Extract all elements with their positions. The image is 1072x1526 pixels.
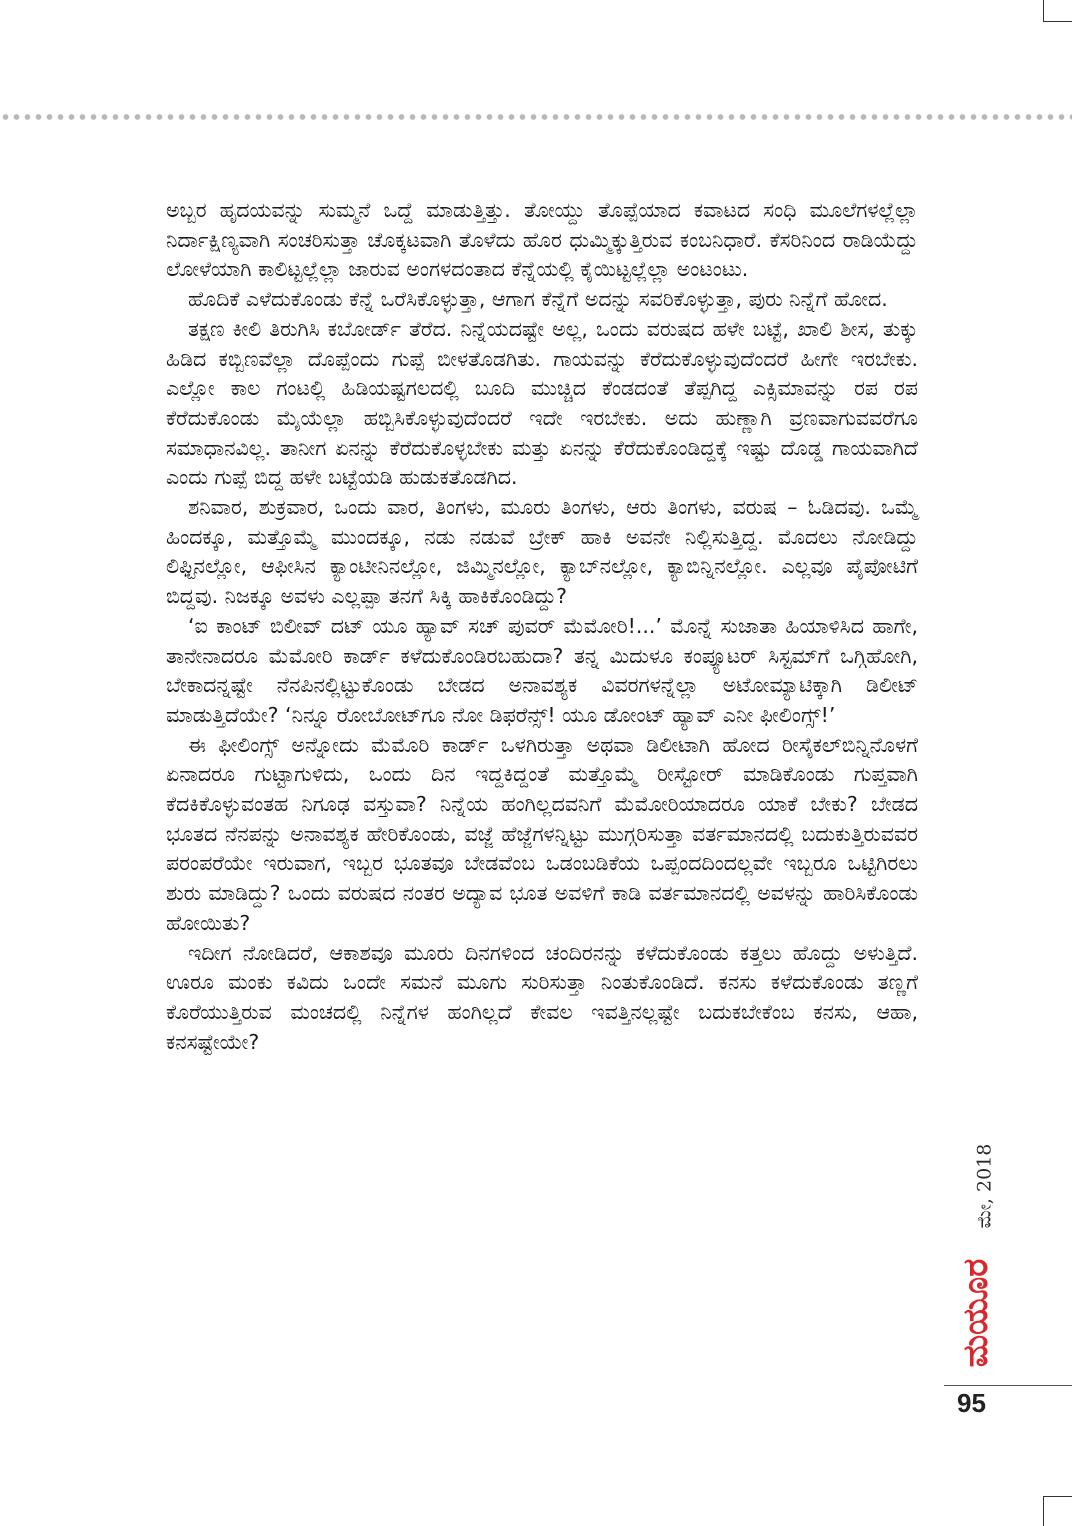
magazine-logo-text: ಮಯೂರ bbox=[956, 1258, 996, 1368]
crop-mark-top bbox=[1043, 0, 1072, 22]
issue-date bbox=[966, 1126, 1002, 1246]
paragraph: ಶನಿವಾರ, ಶುಕ್ರವಾರ, ಒಂದು ವಾರ, ತಿಂಗಳು, ಮೂರು ತಿಂಗಳು, ಆರು ತಿಂಗಳು, ವರುಷ – ಓಡಿದವು. ಒಮ್ಮೆ ಹಿಂದಕ್ಕೂ, ಮತ್ತೊಮ್ಮೆ ಮುಂದಕ್ಕೂ, ನಡು ನಡುವೆ ಬ್ರೇಕ್ ಹಾಕಿ ಅವನೇ ನಿಲ್ಲಿಸುತ್ತಿದ್ದ. ಮೊದಲು ನೋಡಿದ್ದು ಲಿಫ್ಟಿನಲ್ಲೋ, ಆಫೀಸಿನ ಕ್ಯಾಂಟೀನಿನಲ್ಲೋ, ಜಿಮ್ಮಿನಲ್ಲೋ, ಕ್ಯಾಬ್‌ನಲ್ಲೋ, ಕ್ಯಾಬಿನ್ನಿನಲ್ಲೋ. ಎಲ್ಲವೂ ಪೈಪೋಟಿಗೆ ಬಿದ್ದವು. ನಿಜಕ್ಕೂ ಅವಳು ಎಲ್ಲಪ್ಪಾ ತನಗೆ ಸಿಕ್ಕಿ ಹಾಕಿಕೊಂಡಿದ್ದು? bbox=[166, 495, 918, 609]
page-number-rule bbox=[944, 1385, 1072, 1386]
article-body bbox=[166, 196, 918, 1057]
paragraph: ಹೊದಿಕೆ ಎಳೆದುಕೊಂಡು ಕೆನ್ನೆ ಒರೆಸಿಕೊಳ್ಳುತ್ತಾ, ಆಗಾಗ ಕೆನ್ನೆಗೆ ಅದನ್ನು ಸವರಿಕೊಳ್ಳುತ್ತಾ, ಪುರು ನಿನ್ನೆಗೆ ಹೋದ. bbox=[188, 287, 888, 312]
page-number: 95 bbox=[957, 1388, 986, 1418]
paragraph: ಇದೀಗ ನೋಡಿದರೆ, ಆಕಾಶವೂ ಮೂರು ದಿನಗಳಿಂದ ಚಂದಿರನನ್ನು ಕಳೆದುಕೊಂಡು ಕತ್ತಲು ಹೊದ್ದು ಅಳುತ್ತಿದೆ. ಊರೂ ಮಂಕು ಕವಿದು ಒಂದೇ ಸಮನೆ ಮೂಗು ಸುರಿಸುತ್ತಾ ನಿಂತುಕೊಂಡಿದೆ. ಕನಸು ಕಳೆದುಕೊಂಡು ತಣ್ಣಗೆ ಕೊರೆಯುತ್ತಿರುವ ಮಂಚದಲ್ಲಿ ನಿನ್ನೆಗಳ ಹಂಗಿಲ್ಲದೆ ಕೇವಲ ಇವತ್ತಿನಲ್ಲಷ್ಟೇ ಬದುಕಬೇಕೆಂಬ ಕನಸು, ಆಹಾ, ಕನಸಷ್ಟೇಯೇ? bbox=[166, 940, 918, 1054]
dotted-divider bbox=[0, 112, 1072, 122]
issue-date-text: ಮೇ, 2018 bbox=[973, 1143, 996, 1229]
crop-mark-bottom bbox=[1043, 1496, 1072, 1526]
paragraph: ಈ ಫೀಲಿಂಗ್ಸ್ ಅನ್ನೋದು ಮೆಮೊರಿ ಕಾರ್ಡ್ ಒಳಗಿರುತ್ತಾ ಅಥವಾ ಡಿಲೀಟಾಗಿ ಹೋದ ರೀಸೈಕಲ್‌ಬಿನ್ನಿನೊಳಗೆ ಏನಾದರೂ ಗುಟ್ಟಾಗುಳಿದು, ಒಂದು ದಿನ ಇದ್ದಕಿದ್ದಂತೆ ಮತ್ತೊಮ್ಮೆ ರೀಸ್ಟೋರ್ ಮಾಡಿಕೊಂಡು ಗುಪ್ತವಾಗಿ ಕೆದಕಿಕೊಳ್ಳುವಂತಹ ನಿಗೂಢ ವಸ್ತುವಾ? ನಿನ್ನೆಯ ಹಂಗಿಲ್ಲದವನಿಗೆ ಮೆಮೋರಿಯಾದರೂ ಯಾಕೆ ಬೇಕು? ಬೇಡದ ಭೂತದ ನೆನಪನ್ನು ಅನಾವಶ್ಯಕ ಹೇರಿಕೊಂಡು, ವಜ್ಜೆ ಹೆಜ್ಜೆಗಳನ್ನಿಟ್ಟು ಮುಗ್ಗರಿಸುತ್ತಾ ವರ್ತಮಾನದಲ್ಲಿ ಬದುಕುತ್ತಿರುವವರ ಪರಂಪರೆಯೇ ಇರುವಾಗ, ಇಬ್ಬರ ಭೂತವೂ ಬೇಡವೆಂಬ ಒಡಂಬಡಿಕೆಯ ಒಪ್ಪಂದದಿಂದಲ್ಲವೇ ಇಬ್ಬರೂ ಒಟ್ಟಿಗಿರಲು ಶುರು ಮಾಡಿದ್ದು? ಒಂದು ವರುಷದ ನಂತರ ಅದ್ಯಾವ ಭೂತ ಅವಳಿಗೆ ಕಾಡಿ ವರ್ತಮಾನದಲ್ಲಿ ಅವಳನ್ನು ಹಾರಿಸಿಕೊಂಡು ಹೋಯಿತು? bbox=[166, 732, 918, 935]
paragraph: ‘ಐ ಕಾಂಟ್ ಬಿಲೀವ್ ದಟ್ ಯೂ ಹ್ಯಾವ್ ಸಚ್ ಪುವರ್ ಮೆಮೋರಿ!...’ ಮೊನ್ನೆ ಸುಜಾತಾ ಹಿಯಾಳಿಸಿದ ಹಾಗೇ, ತಾನೇನಾದರೂ ಮೆಮೋರಿ ಕಾರ್ಡ್ ಕಳೆದುಕೊಂಡಿರಬಹುದಾ? ತನ್ನ ಮಿದುಳೂ ಕಂಪ್ಯೂಟರ್ ಸಿಸ್ಟಮ್‌ಗೆ ಒಗ್ಗಿಹೋಗಿ, ಬೇಕಾದನ್ನಷ್ಟೇ ನೆನಪಿನಲ್ಲಿಟ್ಟುಕೊಂಡು ಬೇಡದ ಅನಾವಶ್ಯಕ ವಿವರಗಳನ್ನೆಲ್ಲಾ ಅಟೋಮ್ಯಾಟಿಕ್ಕಾಗಿ ಡಿಲೀಟ್ ಮಾಡುತ್ತಿದೆಯೇ? ‘ನಿನ್ನೂ ರೋಬೋಟ್‌ಗೂ ನೋ ಡಿಫರೆನ್ಸ್! ಯೂ ಡೋಂಟ್ ಹ್ಯಾವ್ ಎನೀ ಫೀಲಿಂಗ್ಸ್!’ bbox=[166, 613, 918, 727]
paragraph: ಅಬ್ಬರ ಹೃದಯವನ್ನು ಸುಮ್ಮನೆ ಒದ್ದೆ ಮಾಡುತ್ತಿತ್ತು. ತೋಯ್ದು ತೊಪ್ಪೆಯಾದ ಕವಾಟದ ಸಂಧಿ ಮೂಲೆಗಳಲ್ಲೆಲ್ಲಾ ನಿರ್ದಾಕ್ಷಿಣ್ಯವಾಗಿ ಸಂಚರಿಸುತ್ತಾ ಚೊಕ್ಕಟವಾಗಿ ತೊಳೆದು ಹೊರ ಧುಮ್ಮಿಕ್ಕುತ್ತಿರುವ ಕಂಬನಿಧಾರೆ. ಕೆಸರಿನಿಂದ ರಾಡಿಯೆದ್ದು ಲೋಳೆಯಾಗಿ ಕಾಲಿಟ್ಟಲ್ಲೆಲ್ಲಾ ಜಾರುವ ಅಂಗಳದಂತಾದ ಕೆನ್ನೆಯಲ್ಲಿ ಕೈಯಿಟ್ಟಲ್ಲೆಲ್ಲಾ ಅಂಟಂಟು. bbox=[166, 198, 918, 282]
paragraph: ತಕ್ಷಣ ಕೀಲಿ ತಿರುಗಿಸಿ ಕಬೋರ್ಡ್ ತೆರೆದ. ನಿನ್ನೆಯದಷ್ಟೇ ಅಲ್ಲ, ಒಂದು ವರುಷದ ಹಳೇ ಬಟ್ಟೆ, ಖಾಲಿ ಶೀಸ, ತುಕ್ಕು ಹಿಡಿದ ಕಬ್ಬಿಣವೆಲ್ಲಾ ದೊಪ್ಪೆಂದು ಗುಪ್ಪೆ ಬೀಳತೊಡಗಿತು. ಗಾಯವನ್ನು ಕೆರೆದುಕೊಳ್ಳುವುದೆಂದರೆ ಹೀಗೇ ಇರಬೇಕು. ಎಲ್ಲೋ ಕಾಲ ಗಂಟಲ್ಲಿ ಹಿಡಿಯಷ್ಟಗಲದಲ್ಲಿ ಬೂದಿ ಮುಚ್ಚಿದ ಕೆಂಡದಂತೆ ತೆಪ್ಪಗಿದ್ದ ಎಕ್ಸಿಮಾವನ್ನು ರಪ ರಪ ಕೆರೆದುಕೊಂಡು ಮೈಯೆಲ್ಲಾ ಹಬ್ಬಿಸಿಕೊಳ್ಳುವುದೆಂದರೆ ಇದೇ ಇರಬೇಕು. ಅದು ಹುಣ್ಣಾಗಿ ವ್ರಣವಾಗುವವರೆಗೂ ಸಮಾಧಾನವಿಲ್ಲ. ತಾನೀಗ ಏನನ್ನು ಕೆರೆದುಕೊಳ್ಳಬೇಕು ಮತ್ತು ಏನನ್ನು ಕೆರೆದುಕೊಂಡಿದ್ದಕ್ಕೆ ಇಷ್ಟು ದೊಡ್ಡ ಗಾಯವಾಗಿದೆ ಎಂದು ಗುಪ್ಪೆ ಬಿದ್ದ ಹಳೇ ಬಟ್ಟೆಯಡಿ ಹುಡುಕತೊಡಗಿದ. bbox=[166, 316, 918, 490]
magazine-logo bbox=[950, 1244, 1002, 1382]
